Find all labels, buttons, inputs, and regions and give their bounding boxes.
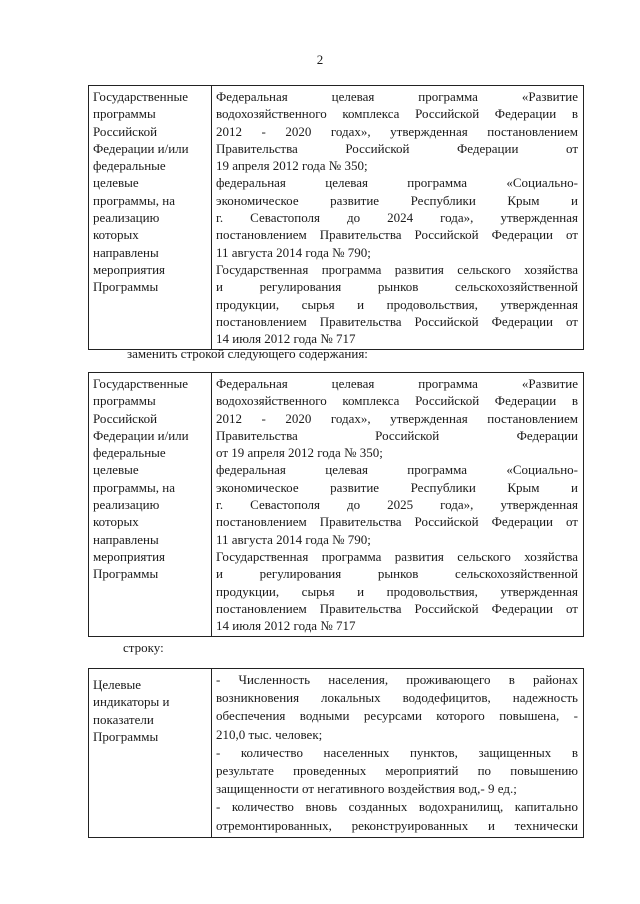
content-line: 11 августа 2014 года № 790; [216, 531, 371, 547]
label-line: программы [93, 393, 156, 409]
label-line: Программы [93, 728, 159, 744]
label-line: реализацию [93, 497, 160, 513]
content-line: водохозяйственного комплекса Российской Федерации в [216, 106, 578, 122]
programs-table-new [88, 372, 584, 637]
table-row [89, 86, 584, 350]
content-line: - количество вновь созданных водохранилищ, капитально [216, 799, 578, 815]
label-line: целевые [93, 175, 139, 191]
content-line: Государственная программа развития сельского хозяйства [216, 261, 578, 277]
label-line: Государственные [93, 376, 189, 391]
content-line: 14 июля 2012 года № 717 [216, 618, 356, 634]
content-line: постановлением Правительства Российской Федерации от [216, 227, 578, 243]
label-line: индикаторы и [93, 694, 170, 710]
content-line: Федеральная целевая программа «Развитие [216, 89, 578, 104]
label-line: мероприятия [93, 548, 166, 564]
content-line: постановлением Правительства Российской Федерации от [216, 600, 578, 616]
table-row [89, 373, 584, 637]
content-line: федеральная целевая программа «Социально- [216, 462, 578, 478]
label-line: мероприятия [93, 261, 166, 277]
label-line: реализацию [93, 210, 160, 226]
content-line: экономическое развитие Республики Крым и [216, 192, 578, 208]
content-line: - количество населенных пунктов, защищенных в [216, 744, 578, 760]
content-line: федеральная целевая программа «Социально- [216, 175, 578, 191]
label-line: Программы [93, 566, 159, 582]
label-line: программы, на [93, 192, 175, 208]
content-line: Правительства Российской Федерации от [216, 140, 578, 156]
content-line: от 19 апреля 2012 года № 350; [216, 445, 383, 461]
row-content-cell [212, 373, 584, 637]
label-line: программы, на [93, 479, 175, 495]
content-line: 2012 - 2020 годах», утвержденная постановлением [216, 410, 578, 426]
content-line: 11 августа 2014 года № 790; [216, 244, 371, 260]
content-line: результате проведенных мероприятий по повышению [216, 763, 578, 779]
table-row [89, 669, 584, 838]
content-line: защищенности от негативного воздействия вод,- 9 ед.; [216, 781, 517, 797]
label-line: Целевые [93, 677, 142, 692]
label-line: Российской [93, 410, 158, 426]
content-line: обеспечения водными ресурсами которого повышена, - [216, 708, 578, 724]
label-line: целевые [93, 462, 139, 478]
label-line: Федерации и/или [93, 427, 189, 443]
label-line: федеральные [93, 445, 166, 461]
content-line: 14 июля 2012 года № 717 [216, 331, 356, 347]
row-label-cell [89, 669, 212, 838]
content-line: и регулирования рынков сельскохозяйственной [216, 279, 578, 295]
label-line: Федерации и/или [93, 140, 189, 156]
content-line: г. Севастополя до 2025 года», утвержденная [216, 497, 578, 513]
content-line: водохозяйственного комплекса Российской Федерации в [216, 393, 578, 409]
content-line: Правительства Российской Федерации [216, 427, 578, 443]
content-line: постановлением Правительства Российской Федерации от [216, 313, 578, 329]
label-line: направлены [93, 531, 159, 547]
row-caption: строку: [123, 640, 164, 655]
content-line: 2012 - 2020 годах», утвержденная постановлением [216, 123, 578, 139]
content-line: - Численность населения, проживающего в районах [216, 672, 578, 687]
label-line: Российской [93, 123, 158, 139]
row-label-cell [89, 373, 212, 637]
target-indicators-table [88, 668, 584, 838]
content-line: постановлением Правительства Российской Федерации от [216, 514, 578, 530]
row-content-cell [212, 86, 584, 350]
label-line: федеральные [93, 158, 166, 174]
programs-table-old [88, 85, 584, 350]
content-line: продукции, сырья и продовольствия, утвержденная [216, 583, 578, 599]
content-line: продукции, сырья и продовольствия, утвержденная [216, 296, 578, 312]
label-line: показатели [93, 711, 154, 727]
content-line: возникновения локальных вододефицитов, надежность [216, 690, 578, 706]
label-line: программы [93, 106, 156, 122]
content-line: и регулирования рынков сельскохозяйственной [216, 566, 578, 582]
page-number: 2 [316, 52, 324, 67]
content-line: 19 апреля 2012 года № 350; [216, 158, 368, 174]
label-line: направлены [93, 244, 159, 260]
label-line: которых [93, 227, 139, 243]
content-line: отремонтированных, реконструированных и технически [216, 817, 578, 833]
label-line: которых [93, 514, 139, 530]
label-line: Программы [93, 279, 159, 295]
content-line: Государственная программа развития сельского хозяйства [216, 548, 578, 564]
row-label-cell [89, 86, 212, 350]
replace-with-caption: заменить строкой следующего содержания: [127, 346, 368, 361]
content-line: г. Севастополя до 2024 года», утвержденная [216, 210, 578, 226]
content-line: 210,0 тыс. человек; [216, 726, 323, 742]
content-line: экономическое развитие Республики Крым и [216, 479, 578, 495]
content-line: Федеральная целевая программа «Развитие [216, 376, 578, 391]
label-line: Государственные [93, 89, 189, 104]
row-content-cell [212, 669, 584, 838]
